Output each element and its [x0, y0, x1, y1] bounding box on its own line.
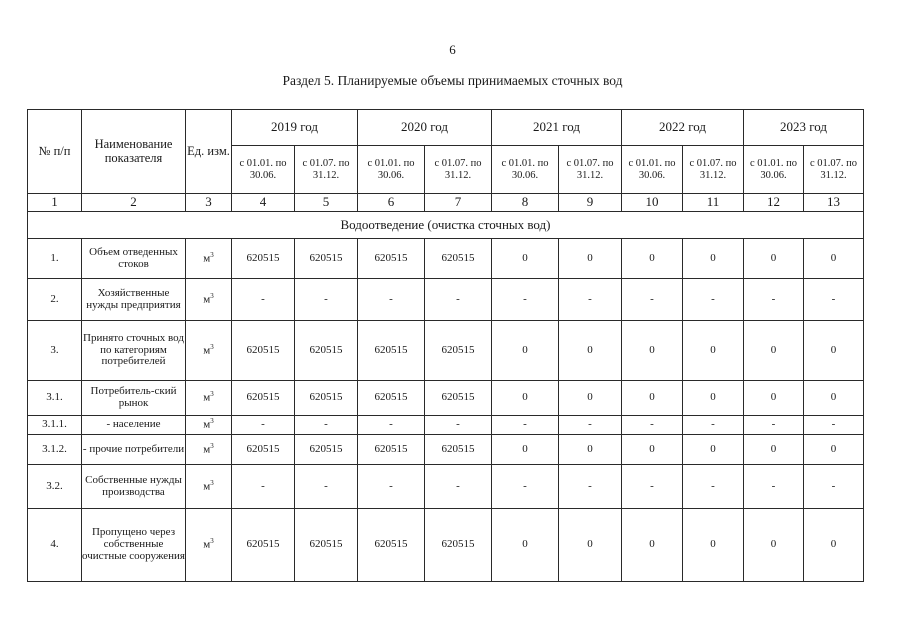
header-year: 2022 год [622, 110, 744, 146]
value-cell: 0 [804, 381, 864, 416]
unit-cell [186, 381, 232, 416]
unit-superscript: 3 [210, 537, 214, 546]
value-cell: 0 [559, 509, 622, 582]
value-cell: 620515 [232, 509, 295, 582]
value-cell: - [425, 279, 492, 321]
table-row [28, 465, 864, 509]
value-cell: - [559, 465, 622, 509]
header-period-first-half: с 01.01. по 30.06. [492, 146, 559, 194]
value-cell: - [622, 279, 683, 321]
row-number: 1. [28, 239, 82, 279]
value-cell: 620515 [295, 435, 358, 465]
value-cell: 0 [804, 435, 864, 465]
value-cell: - [744, 279, 804, 321]
value-cell: - [295, 465, 358, 509]
header-period-second-half: с 01.07. по 31.12. [295, 146, 358, 194]
unit-base: м [203, 480, 211, 493]
value-cell: 0 [683, 321, 744, 381]
value-cell: - [804, 279, 864, 321]
value-cell: - [492, 416, 559, 435]
value-cell: 0 [622, 509, 683, 582]
value-cell: - [622, 465, 683, 509]
value-cell: 0 [559, 435, 622, 465]
value-cell: 0 [559, 239, 622, 279]
value-cell: 0 [492, 381, 559, 416]
header-unit: Ед. изм. [186, 110, 232, 194]
value-cell: 0 [744, 435, 804, 465]
value-cell: - [622, 416, 683, 435]
table-row [28, 509, 864, 582]
unit-base: м [203, 418, 211, 431]
value-cell: 0 [683, 239, 744, 279]
value-cell: 620515 [232, 435, 295, 465]
value-cell: 0 [559, 381, 622, 416]
column-index: 12 [744, 194, 804, 212]
value-cell: - [683, 465, 744, 509]
value-cell: 0 [683, 509, 744, 582]
column-index: 13 [804, 194, 864, 212]
value-cell: - [232, 279, 295, 321]
row-number: 2. [28, 279, 82, 321]
value-cell: - [358, 416, 425, 435]
value-cell: 0 [683, 435, 744, 465]
row-number: 3. [28, 321, 82, 381]
column-index: 7 [425, 194, 492, 212]
value-cell: 620515 [295, 509, 358, 582]
table-row [28, 435, 864, 465]
indicator-name: Объем отведенных стоков [82, 239, 186, 279]
row-number: 3.1.2. [28, 435, 82, 465]
section-heading: Водоотведение (очистка сточных вод) [28, 212, 864, 239]
indicator-name: Потребитель-ский рынок [82, 381, 186, 416]
column-index: 1 [28, 194, 82, 212]
value-cell: - [683, 279, 744, 321]
indicator-name: Пропущено через собственные очистные сооружения [82, 509, 186, 582]
value-cell: - [232, 416, 295, 435]
value-cell: - [559, 416, 622, 435]
value-cell: 620515 [425, 321, 492, 381]
header-period-second-half: с 01.07. по 31.12. [425, 146, 492, 194]
value-cell: - [425, 465, 492, 509]
value-cell: 0 [804, 509, 864, 582]
value-cell: 620515 [358, 435, 425, 465]
row-number: 3.1. [28, 381, 82, 416]
unit-cell [186, 509, 232, 582]
row-number: 4. [28, 509, 82, 582]
column-index: 11 [683, 194, 744, 212]
header-name: Наименование показателя [82, 110, 186, 194]
value-cell: 0 [744, 509, 804, 582]
value-cell: 0 [622, 239, 683, 279]
value-cell: 0 [804, 321, 864, 381]
header-period-second-half: с 01.07. по 31.12. [804, 146, 864, 194]
unit-base: м [203, 391, 211, 404]
column-index: 9 [559, 194, 622, 212]
value-cell: 0 [683, 381, 744, 416]
value-cell: 620515 [358, 381, 425, 416]
value-cell: 620515 [295, 321, 358, 381]
unit-cell [186, 279, 232, 321]
unit-superscript: 3 [210, 478, 214, 487]
header-year: 2019 год [232, 110, 358, 146]
unit-base: м [203, 538, 211, 551]
unit-cell [186, 416, 232, 435]
value-cell: 0 [744, 381, 804, 416]
value-cell: 620515 [232, 321, 295, 381]
value-cell: 620515 [425, 435, 492, 465]
column-index: 2 [82, 194, 186, 212]
value-cell: 620515 [425, 381, 492, 416]
column-index-row [28, 194, 864, 212]
unit-base: м [203, 443, 211, 456]
value-cell: - [744, 465, 804, 509]
value-cell: - [358, 279, 425, 321]
column-index: 8 [492, 194, 559, 212]
row-number: 3.1.1. [28, 416, 82, 435]
value-cell: 620515 [232, 239, 295, 279]
indicator-name: - население [82, 416, 186, 435]
table-row [28, 381, 864, 416]
value-cell: - [358, 465, 425, 509]
column-index: 3 [186, 194, 232, 212]
value-cell: - [492, 279, 559, 321]
header-period-second-half: с 01.07. по 31.12. [683, 146, 744, 194]
value-cell: 0 [622, 381, 683, 416]
value-cell: 620515 [295, 239, 358, 279]
unit-base: м [203, 252, 211, 265]
value-cell: - [425, 416, 492, 435]
unit-cell [186, 435, 232, 465]
unit-base: м [203, 344, 211, 357]
unit-superscript: 3 [210, 441, 214, 450]
column-index: 5 [295, 194, 358, 212]
value-cell: - [804, 465, 864, 509]
value-cell: 0 [744, 239, 804, 279]
column-index: 6 [358, 194, 425, 212]
value-cell: 0 [744, 321, 804, 381]
value-cell: 0 [622, 435, 683, 465]
value-cell: - [295, 416, 358, 435]
wastewater-volume-table [27, 109, 864, 582]
value-cell: 620515 [232, 381, 295, 416]
column-index: 4 [232, 194, 295, 212]
value-cell: 620515 [358, 509, 425, 582]
header-period-second-half: с 01.07. по 31.12. [559, 146, 622, 194]
value-cell: 0 [622, 321, 683, 381]
unit-cell [186, 321, 232, 381]
unit-cell [186, 465, 232, 509]
value-cell: 620515 [425, 239, 492, 279]
header-year: 2021 год [492, 110, 622, 146]
value-cell: 0 [492, 239, 559, 279]
value-cell: - [492, 465, 559, 509]
value-cell: 0 [804, 239, 864, 279]
indicator-name: Собственные нужды производства [82, 465, 186, 509]
unit-base: м [203, 293, 211, 306]
value-cell: 0 [492, 321, 559, 381]
value-cell: 620515 [358, 321, 425, 381]
value-cell: 620515 [358, 239, 425, 279]
table-row [28, 416, 864, 435]
table-row [28, 279, 864, 321]
unit-superscript: 3 [210, 250, 214, 259]
value-cell: 0 [559, 321, 622, 381]
header-period-first-half: с 01.01. по 30.06. [622, 146, 683, 194]
value-cell: - [295, 279, 358, 321]
section-title: Раздел 5. Планируемые объемы принимаемых сточных вод [282, 73, 623, 88]
header-num: № п/п [28, 110, 82, 194]
value-cell: - [804, 416, 864, 435]
table-row [28, 321, 864, 381]
value-cell: 620515 [295, 381, 358, 416]
value-cell: 0 [492, 435, 559, 465]
value-cell: 620515 [425, 509, 492, 582]
row-number: 3.2. [28, 465, 82, 509]
page-number: 6 [449, 42, 456, 57]
unit-superscript: 3 [210, 390, 214, 399]
unit-cell [186, 239, 232, 279]
value-cell: - [559, 279, 622, 321]
header-year: 2023 год [744, 110, 864, 146]
header-year: 2020 год [358, 110, 492, 146]
value-cell: - [744, 416, 804, 435]
indicator-name: Принято сточных вод по категориям потребителей [82, 321, 186, 381]
value-cell: - [683, 416, 744, 435]
unit-superscript: 3 [210, 417, 214, 426]
unit-superscript: 3 [210, 342, 214, 351]
unit-superscript: 3 [210, 291, 214, 300]
header-period-first-half: с 01.01. по 30.06. [358, 146, 425, 194]
header-period-first-half: с 01.01. по 30.06. [744, 146, 804, 194]
table-row [28, 239, 864, 279]
indicator-name: - прочие потребители [82, 435, 186, 465]
header-period-first-half: с 01.01. по 30.06. [232, 146, 295, 194]
column-index: 10 [622, 194, 683, 212]
indicator-name: Хозяйственные нужды предприятия [82, 279, 186, 321]
value-cell: - [232, 465, 295, 509]
value-cell: 0 [492, 509, 559, 582]
